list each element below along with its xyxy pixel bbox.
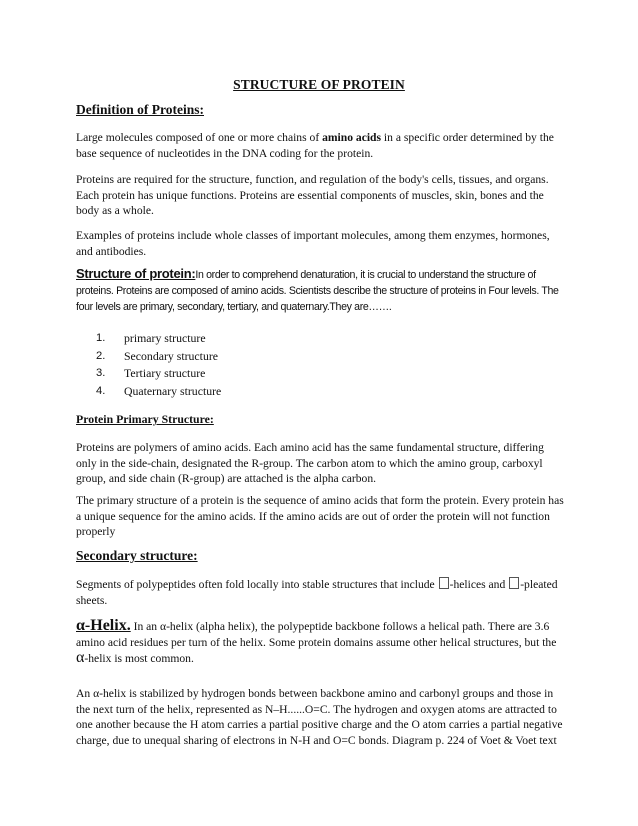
definition-heading: Definition of Proteins: [76, 102, 204, 117]
alpha-helix-paragraph: α-Helix. In an α-helix (alpha helix), the polypeptide backbone follows a helical path. There are 3.6 amino acid residues per turn of the helix. Some protein domains assume other helical structures, but the α-helix is most common. [76, 617, 557, 666]
structure-heading: Structure of protein: [76, 266, 196, 281]
page-title: STRUCTURE OF PROTEIN [233, 77, 405, 92]
hydrogen-bond-paragraph: An α-helix is stabilized by hydrogen bonds between backbone amino and carbonyl groups and those in the next turn of the helix, represented as N–H......O=C. The hydrogen and oxygen atoms are attracted to one another because the H atom carries a partial positive charge and the O atom carries a partial negative charge, due to unequal sharing of electrons in N-H and O=C bonds. Diagram p. 224 of Voet & Voet text [76, 687, 563, 747]
missing-glyph-box [509, 577, 519, 589]
list-item: 2. Secondary structure [96, 348, 219, 363]
alpha-helix-label: α-Helix. [76, 617, 131, 634]
primary-paragraph-1: Proteins are polymers of amino acids. Each amino acid has the same fundamental structure, differing only in the side-chain, designated the R-group. The carbon atom to which the amino group, carboxyl group, and side chain (R-group) are attached is the alpha carbon. [76, 441, 544, 485]
secondary-paragraph-1: Segments of polypeptides often fold locally into stable structures that include -helices and -pleated sheets. [76, 578, 558, 607]
definition-paragraph-1: Large molecules composed of one or more chains of amino acids in a specific order determined by the base sequence of nucleotides in the DNA coding for the protein. [76, 131, 554, 160]
structure-paragraph: Structure of protein:In order to comprehend denaturation, it is crucial to understand the structure of proteins. Proteins are composed of amino acids. Scientists describe the structure of proteins in Four levels. The four levels are primary, secondary, tertiary, and quaternary.They are……. [76, 266, 559, 313]
missing-glyph-box [439, 577, 449, 589]
list-item: 4. Quaternary structure [96, 383, 222, 398]
primary-heading: Protein Primary Structure: [76, 412, 214, 426]
list-item: 1. primary structure [96, 331, 206, 345]
secondary-heading: Secondary structure: [76, 548, 198, 563]
list-item: 3. Tertiary structure [96, 366, 206, 380]
definition-paragraph-3: Examples of proteins include whole classes of important molecules, among them enzymes, hormones, and antibodies. [76, 229, 550, 258]
structure-levels-list [96, 330, 221, 400]
definition-paragraph-2: Proteins are required for the structure, function, and regulation of the body's cells, tissues, and organs. Each protein has unique functions. Proteins are essential components of muscles, skin, bones and the body as a whole. [76, 173, 549, 217]
primary-paragraph-2: The primary structure of a protein is the sequence of amino acids that form the protein. Every protein has a unique sequence for the amino acids. If the amino acids are out of order the protein will not function properly [76, 494, 564, 538]
